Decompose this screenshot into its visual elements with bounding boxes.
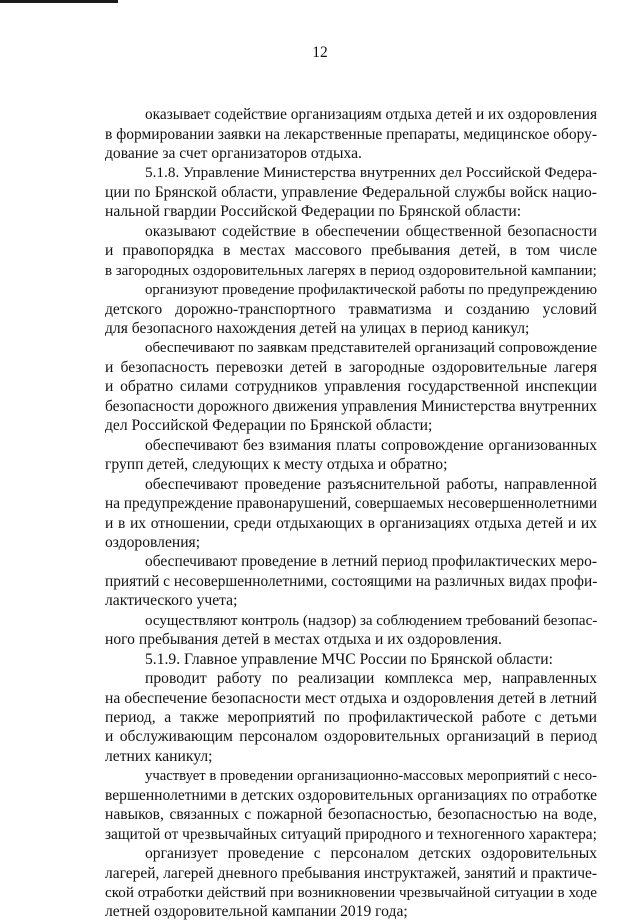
text-line: на обеспечение безопасности мест отдыха и оздоровления детей в летний: [105, 689, 597, 707]
text-line: детского дорожно-транспортного травматизма и созданию условий: [105, 300, 597, 318]
text-line: на предупреждение правонарушений, совершаемых несовершеннолетними: [105, 495, 598, 512]
text-line: обеспечивают по заявкам представителей организаций сопровождение: [145, 340, 598, 357]
text-line: в загородных оздоровительных лагерях в период оздоровительной кампании;: [105, 262, 597, 279]
text-line: ции по Брянской области, управление Федеральной службы войск нацио-: [105, 183, 597, 201]
text-line: приятий с несовершеннолетними, состоящими на различных видах профи-: [105, 572, 598, 590]
text-line: безопасности дорожного движения управления Министерства внутренних: [105, 397, 597, 415]
text-line: и правопорядка в местах массового пребывания детей, в том числе: [105, 242, 597, 260]
text-line: нальной гвардии Российской Федерации по Брянской области:: [105, 203, 522, 221]
text-line: осуществляют контроль (надзор) за соблюдением требований безопас-: [145, 612, 598, 629]
text-line: и безопасность перевозки детей в загородные оздоровительные лагеря: [105, 358, 597, 376]
text-line: и обслуживающим персоналом оздоровительных организаций в период: [105, 728, 597, 746]
text-line: обеспечивают без взимания платы сопровождение организованных: [145, 436, 597, 454]
page-number: 12: [312, 44, 328, 61]
text-line: лактического учета;: [105, 592, 238, 610]
text-line: обеспечивают проведение в летний период профилактических меро-: [145, 553, 597, 571]
text-line: 5.1.8. Управление Министерства внутренних дел Российской Федера-: [145, 164, 598, 182]
text-line: организует проведение с персоналом детских оздоровительных: [145, 845, 597, 863]
text-line: 5.1.9. Главное управление МЧС России по Брянской области:: [145, 650, 553, 668]
text-line: организуют проведение профилактической работы по предупреждению: [145, 282, 597, 298]
text-line: оказывают содействие в обеспечении общественной безопасности: [145, 222, 597, 240]
text-line: и в их отношении, среди отдыхающих в организациях отдыха детей и их: [105, 514, 597, 532]
text-line: дел Российской Федерации по Брянской области;: [105, 417, 433, 435]
text-line: летней оздоровительной кампании 2019 года;: [105, 903, 408, 921]
text-line: оздоровления;: [105, 533, 201, 551]
text-line: в формировании заявки на лекарственные препараты, медицинское обору-: [105, 125, 598, 143]
text-line: оказывает содействие организациям отдыха детей и их оздоровления: [145, 106, 597, 123]
text-line: защитой от чрезвычайных ситуаций природного и техногенного характера;: [105, 825, 597, 843]
text-line: дование за счет организаторов отдыха.: [105, 144, 362, 162]
text-line: групп детей, следующих к месту отдыха и обратно;: [105, 456, 448, 474]
text-line: для безопасного нахождения детей на улицах в период каникул;: [105, 319, 530, 337]
text-line: навыков, связанных с пожарной безопасностью, безопасностью на воде,: [105, 806, 597, 824]
text-line: вершеннолетними в детских оздоровительных организациях по отработке: [105, 786, 598, 804]
text-line: период, а также мероприятий по профилактической работе с детьми: [105, 708, 597, 726]
text-line: ской отработки действий при возникновении чрезвычайной ситуации в ходе: [105, 885, 597, 901]
text-line: обеспечивают проведение разъяснительной работы, направленной: [145, 475, 597, 493]
text-line: участвует в проведении организационно-массовых мероприятий с несо-: [145, 768, 597, 785]
text-line: проводит работу по реализации комплекса мер, направленных: [145, 670, 597, 687]
text-line: лагерей, лагерей дневного пребывания инструктажей, занятий и практиче-: [105, 864, 597, 882]
text-line: и обратно силами сотрудников управления государственной инспекции: [105, 378, 597, 396]
text-line: летних каникул;: [105, 747, 213, 765]
text-line: ного пребывания детей в местах отдыха и их оздоровления.: [105, 631, 502, 649]
